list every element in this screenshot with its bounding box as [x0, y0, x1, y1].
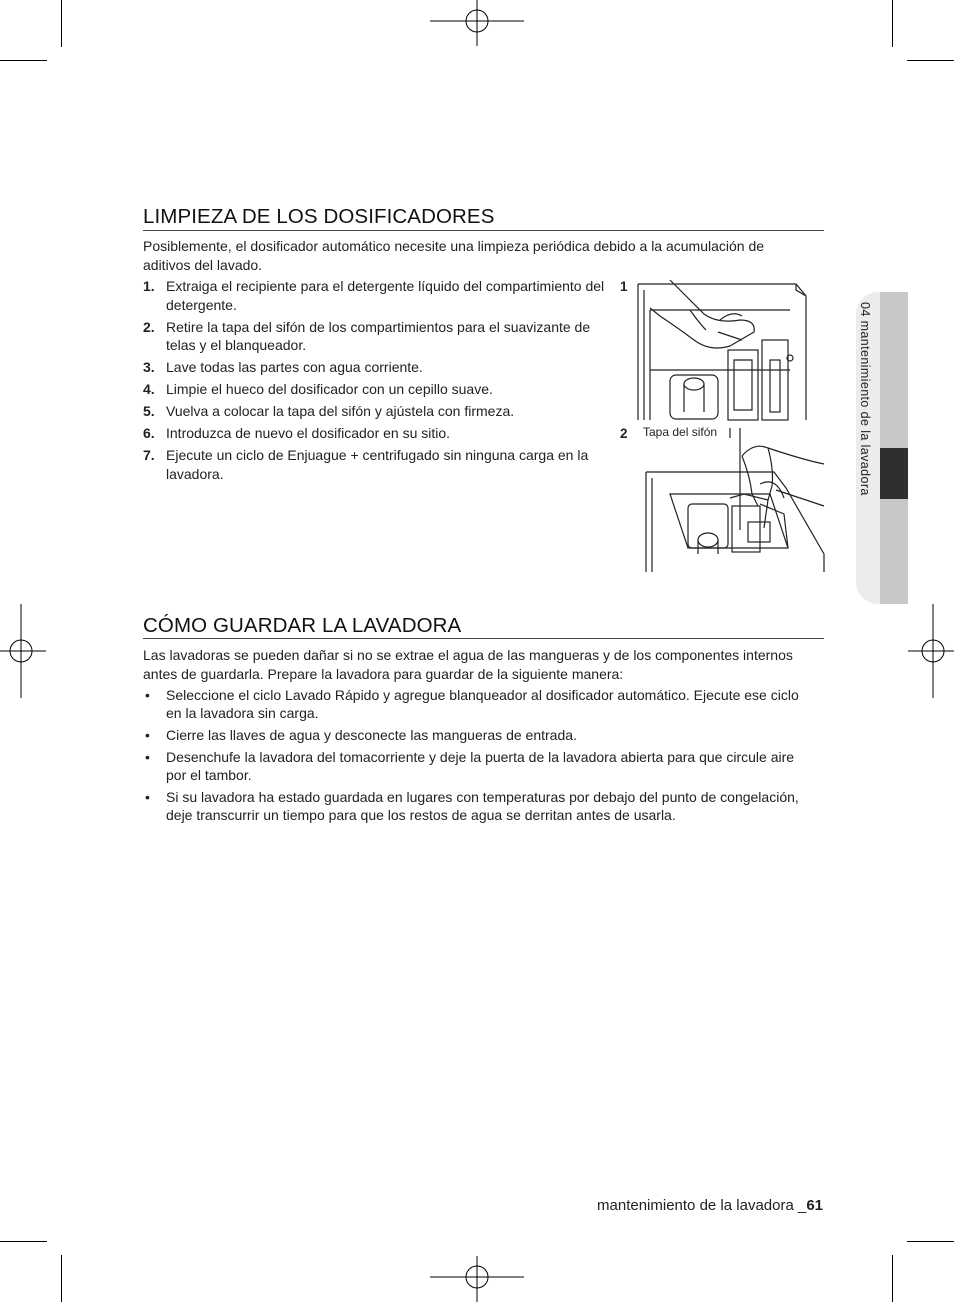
step-item: 6. Introduzca de nuevo el dosificador en su sitio.: [143, 425, 451, 441]
crop-mark: [61, 1255, 62, 1302]
crop-mark: [0, 60, 47, 61]
step-item: 5. Vuelva a colocar la tapa del sifón y ajústela con firmeza.: [143, 403, 515, 419]
section-title-guardar: CÓMO GUARDAR LA LAVADORA: [143, 614, 462, 637]
bullet-item: • Si su lavadora ha estado guardada en lugares con temperaturas por debajo del punto de congelación, deje transcurrir un tiempo para que los restos de agua se derritan antes de usarla.: [145, 789, 799, 823]
section-rule: [143, 638, 824, 639]
cycle-name: Enjuague + centrifugado: [287, 447, 440, 463]
bullets-list: [143, 686, 818, 828]
bullet-item: • Cierre las llaves de agua y desconecte las mangueras de entrada.: [145, 727, 577, 743]
section-title-limpieza: LIMPIEZA DE LOS DOSIFICADORES: [143, 205, 495, 228]
step-item: 3. Lave todas las partes con agua corriente.: [143, 359, 423, 375]
registration-mark-right: [908, 604, 954, 698]
bullet-item: • Desenchufe la lavadora del tomacorriente y deje la puerta de la lavadora abierta para que circule aire por el tambor.: [145, 749, 795, 783]
page-footer: [597, 1197, 823, 1214]
crop-mark: [0, 1241, 47, 1242]
crop-mark: [892, 0, 893, 47]
crop-mark: [892, 1255, 893, 1302]
page-number: 61: [806, 1197, 823, 1214]
chapter-tab-marker: [880, 448, 908, 499]
step-item: 7. Ejecute un ciclo de Enjuague + centrifugado sin ninguna carga en la lavadora.: [143, 447, 589, 482]
registration-mark-bottom: [430, 1256, 524, 1302]
registration-mark-top: [430, 0, 524, 46]
registration-mark-left: [0, 604, 46, 698]
step-item: 4. Limpie el hueco del dosificador con un cepillo suave.: [143, 381, 493, 397]
crop-mark: [907, 1241, 954, 1242]
section-rule: [143, 230, 824, 231]
callout-tapa-sifon: Tapa del sifón: [643, 425, 718, 439]
section-intro: Posiblemente, el dosificador automático necesite una limpieza periódica debido a la acumulación de aditivos del lavado.: [143, 238, 765, 273]
steps-list: [143, 277, 613, 487]
dispenser-illustration-1: [630, 280, 826, 422]
figure-number-1: 1: [620, 279, 628, 294]
footer-text: mantenimiento de la lavadora _: [597, 1197, 807, 1214]
step-item: 1. Extraiga el recipiente para el detergente líquido del compartimiento del detergente.: [143, 278, 605, 313]
chapter-tab-label: 04 mantenimiento de la lavadora: [858, 302, 872, 496]
step-item: 2. Retire la tapa del sifón de los compartimientos para el suavizante de telas y el blanqueador.: [143, 318, 591, 353]
dispenser-illustration-2: [644, 436, 828, 574]
bullet-item: • Seleccione el ciclo Lavado Rápido y agregue blanqueador al dosificador automático. Ejecute ese ciclo en la lavadora sin carga.: [145, 687, 799, 721]
figure-number-2: 2: [620, 426, 628, 441]
crop-mark: [61, 0, 62, 47]
section-intro: Las lavadoras se pueden dañar si no se extrae el agua de las mangueras y de los componentes internos antes de guardarla. Prepare la lavadora para guardar de la siguiente manera:: [143, 647, 793, 682]
crop-mark: [907, 60, 954, 61]
